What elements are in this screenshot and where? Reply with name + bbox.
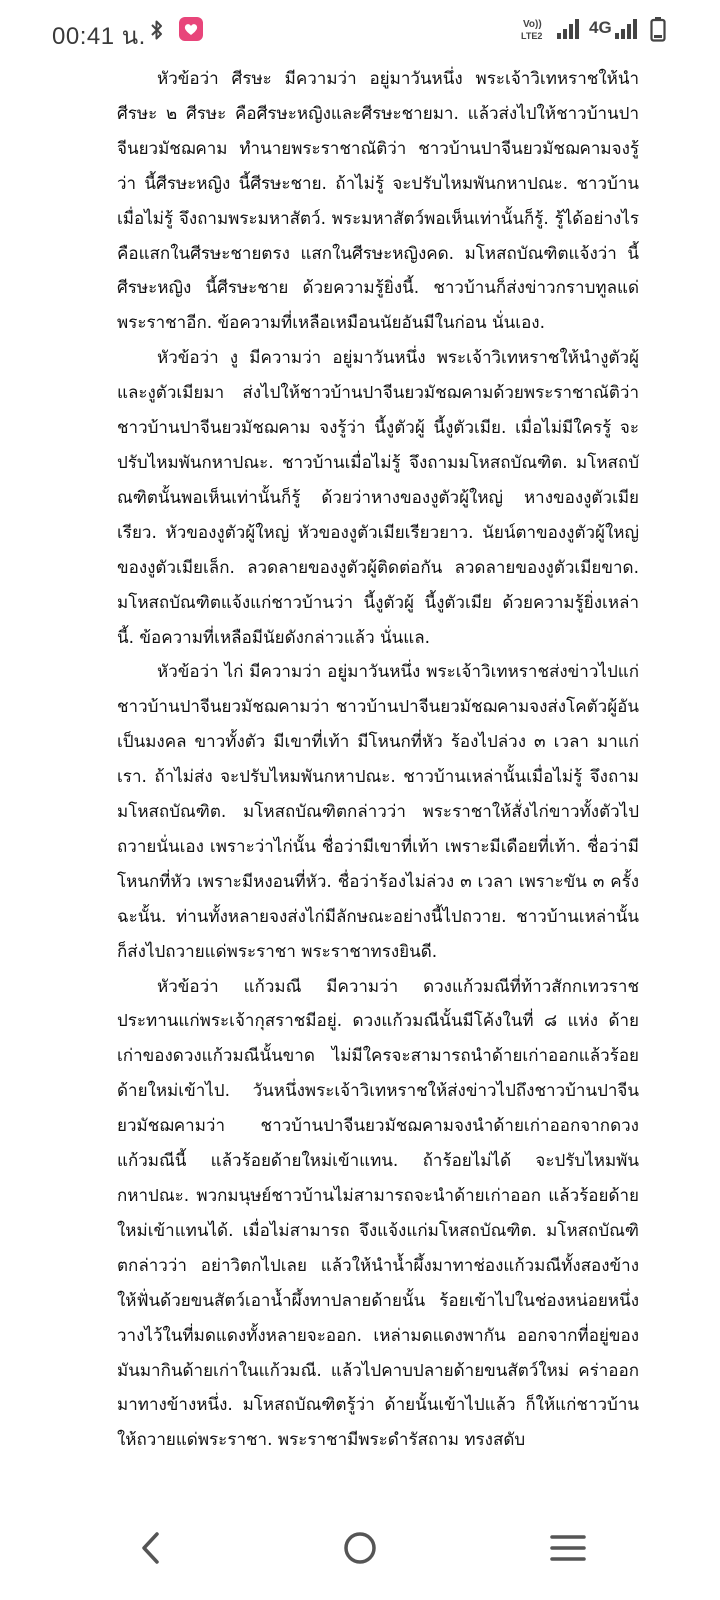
bluetooth-icon (150, 18, 164, 47)
menu-lines-icon (548, 1528, 588, 1568)
document-reader[interactable] (0, 62, 720, 1500)
volte-icon (520, 16, 550, 47)
status-time: 00:41 น. (52, 23, 146, 50)
signal-icon (614, 18, 640, 45)
recents-button[interactable] (538, 1518, 598, 1578)
status-bar (0, 0, 720, 62)
paragraph-gem: หัวข้อว่า แก้วมณี มีความว่า ดวงแก้วมณีที่ท้าวสักกเทวราชประทานแก่พระเจ้ากุสราชมีอยู่. ดวงแก้วมณีนั้นมีโค้งในที่ ๘ แห่ง ด้ายเก่าของดวงแก้วมณีนั้นขาด ไม่มีใครจะสามารถนำด้ายเก่าออกแล้วร้อยด้ายใหม่เข้าไป. วันหนึ่งพระเจ้าวิเทหราชให้ส่งข่าวไปถึงชาวบ้านปาจีนยวมัชฌคามว่า ชาวบ้านปาจีนยวมัชฌคามจงนำด้ายเก่าออกจากดวงแก้วมณีนี้ แล้วร้อยด้ายใหม่เข้าแทน. ถ้าร้อยไม่ได้ จะปรับไหมพันกหาปณะ. พวกมนุษย์ชาวบ้านไม่สามารถจะนำด้ายเก่าออก แล้วร้อยด้ายใหม่เข้าแทนได้. เมื่อไม่สามารถ จึงแจ้งแก่มโหสถบัณฑิต. มโหสถบัณฑิตกล่าวว่า อย่าวิตกไปเลย แล้วให้นำน้ำผึ้งมาทาช่องแก้วมณีทั้งสองข้าง ให้ฟั่นด้วยขนสัตว์เอาน้ำผึ้งทาปลายด้ายนั้น ร้อยเข้าไปในช่องหน่อยหนึ่ง วางไว้ในที่มดแดงทั้งหลายจะออก. เหล่ามดแดงพากัน ออกจากที่อยู่ของมันมากินด้ายเก่าในแก้วมณี. แล้วไปคาบปลายด้ายขนสัตว์ใหม่ คร่าออกมาทางข้างหนึ่ง. มโหสถบัณฑิตรู้ว่า ด้ายนั้นเข้าไปแล้ว ก็ให้แก่ชาวบ้าน ให้ถวายแด่พระราชา. พระราชามีพระดำรัสถาม ทรงสดับ (117, 976, 639, 1451)
back-chevron-icon (132, 1528, 172, 1568)
home-button[interactable] (330, 1518, 390, 1578)
svg-text:LTE2: LTE2 (521, 31, 543, 41)
document-text (117, 62, 639, 1458)
navigation-bar (0, 1500, 720, 1600)
home-circle-icon (340, 1528, 380, 1568)
paragraph-chicken: หัวข้อว่า ไก่ มีความว่า อยู่มาวันหนึ่ง พระเจ้าวิเทหราชส่งข่าวไปแก่ชาวบ้านปาจีนยวมัชฌคามว่า ชาวบ้านปาจีนยวมัชฌคามจงส่งโคตัวผู้อันเป็นมงคล ขาวทั้งตัว มีเขาที่เท้า มีโหนกที่หัว ร้องไปล่วง ๓ เวลา มาแก่เรา. ถ้าไม่ส่ง จะปรับไหมพันกหาปณะ. ชาวบ้านเหล่านั้นเมื่อไม่รู้ จึงถามมโหสถบัณฑิต. มโหสถบัณฑิตกล่าวว่า พระราชาให้สั่งไก่ขาวทั้งตัวไปถวายนั่นเอง เพราะว่าไก่นั้น ชื่อว่ามีเขาที่เท้า เพราะมีเดือยที่เท้า. ชื่อว่ามีโหนกที่หัว เพราะมีหงอนที่หัว. ชื่อว่าร้องไม่ล่วง ๓ เวลา เพราะขัน ๓ ครั้ง ฉะนั้น. ท่านทั้งหลายจงส่งไก่มีลักษณะอย่างนี้ไปถวาย. ชาวบ้านเหล่านั้นก็ส่งไปถวายแด่พระราชา พระราชาทรงยินดี. (117, 662, 639, 962)
svg-text:Vo)): Vo)) (523, 19, 542, 30)
network-type-label: 4G (589, 18, 612, 37)
battery-icon (650, 16, 666, 47)
back-button[interactable] (122, 1518, 182, 1578)
signal-icon (556, 18, 582, 45)
app-notification-icon (178, 16, 204, 47)
paragraph-head: หัวข้อว่า ศีรษะ มีความว่า อยู่มาวันหนึ่ง พระเจ้าวิเทหราชให้นำศีรษะ ๒ ศีรษะ คือศีรษะหญิงและศีรษะชายมา. แล้วส่งไปให้ชาวบ้านปาจีนยวมัชฌคาม ทำนายพระราชาณัติว่า ชาวบ้านปาจีนยวมัชฌคามจงรู้ว่า นี้ศีรษะหญิง นี้ศีรษะชาย. ถ้าไม่รู้ จะปรับไหมพันกหาปณะ. ชาวบ้านเมื่อไม่รู้ จึงถามพระมหาสัตว์. พระมหาสัตว์พอเห็นเท่านั้นก็รู้. รู้ได้อย่างไร คือแสกในศีรษะชายตรง แสกในศีรษะหญิงคด. มโหสถบัณฑิตแจ้งว่า นี้ศีรษะหญิง นี้ศีรษะชาย ด้วยความรู้ยิ่งนี้. ชาวบ้านก็ส่งข่าวกราบทูลแด่พระราชาอีก. ข้อความที่เหลือเหมือนนัยอันมีในก่อน นั่นเอง. (117, 69, 639, 334)
paragraph-snake: หัวข้อว่า งู มีความว่า อยู่มาวันหนึ่ง พระเจ้าวิเทหราชให้นำงูตัวผู้และงูตัวเมียมา ส่งไปให้ชาวบ้านปาจีนยวมัชฌคามด้วยพระราชาณัติว่า ชาวบ้านปาจีนยวมัชฌคาม จงรู้ว่า นี้งูตัวผู้ นี้งูตัวเมีย. เมื่อไม่มีใครรู้ จะปรับไหมพันกหาปณะ. ชาวบ้านเมื่อไม่รู้ จึงถามมโหสถบัณฑิต. มโหสถบัณฑิตนั้นพอเห็นเท่านั้นก็รู้ ด้วยว่าหางของงูตัวผู้ใหญ่ หางของงูตัวเมียเรียว. หัวของงูตัวผู้ใหญ่ หัวของงูตัวเมียเรียวยาว. นัยน์ตาของงูตัวผู้ใหญ่ ของงูตัวเมียเล็ก. ลวดลายของงูตัวผู้ติดต่อกัน ลวดลายของงูตัวเมียขาด. มโหสถบัณฑิตแจ้งแก่ชาวบ้านว่า นี้งูตัวผู้ นี้งูตัวเมีย ด้วยความรู้ยิ่งเหล่านี้. ข้อความที่เหลือมีนัยดังกล่าวแล้ว นั่นแล. (117, 348, 639, 648)
